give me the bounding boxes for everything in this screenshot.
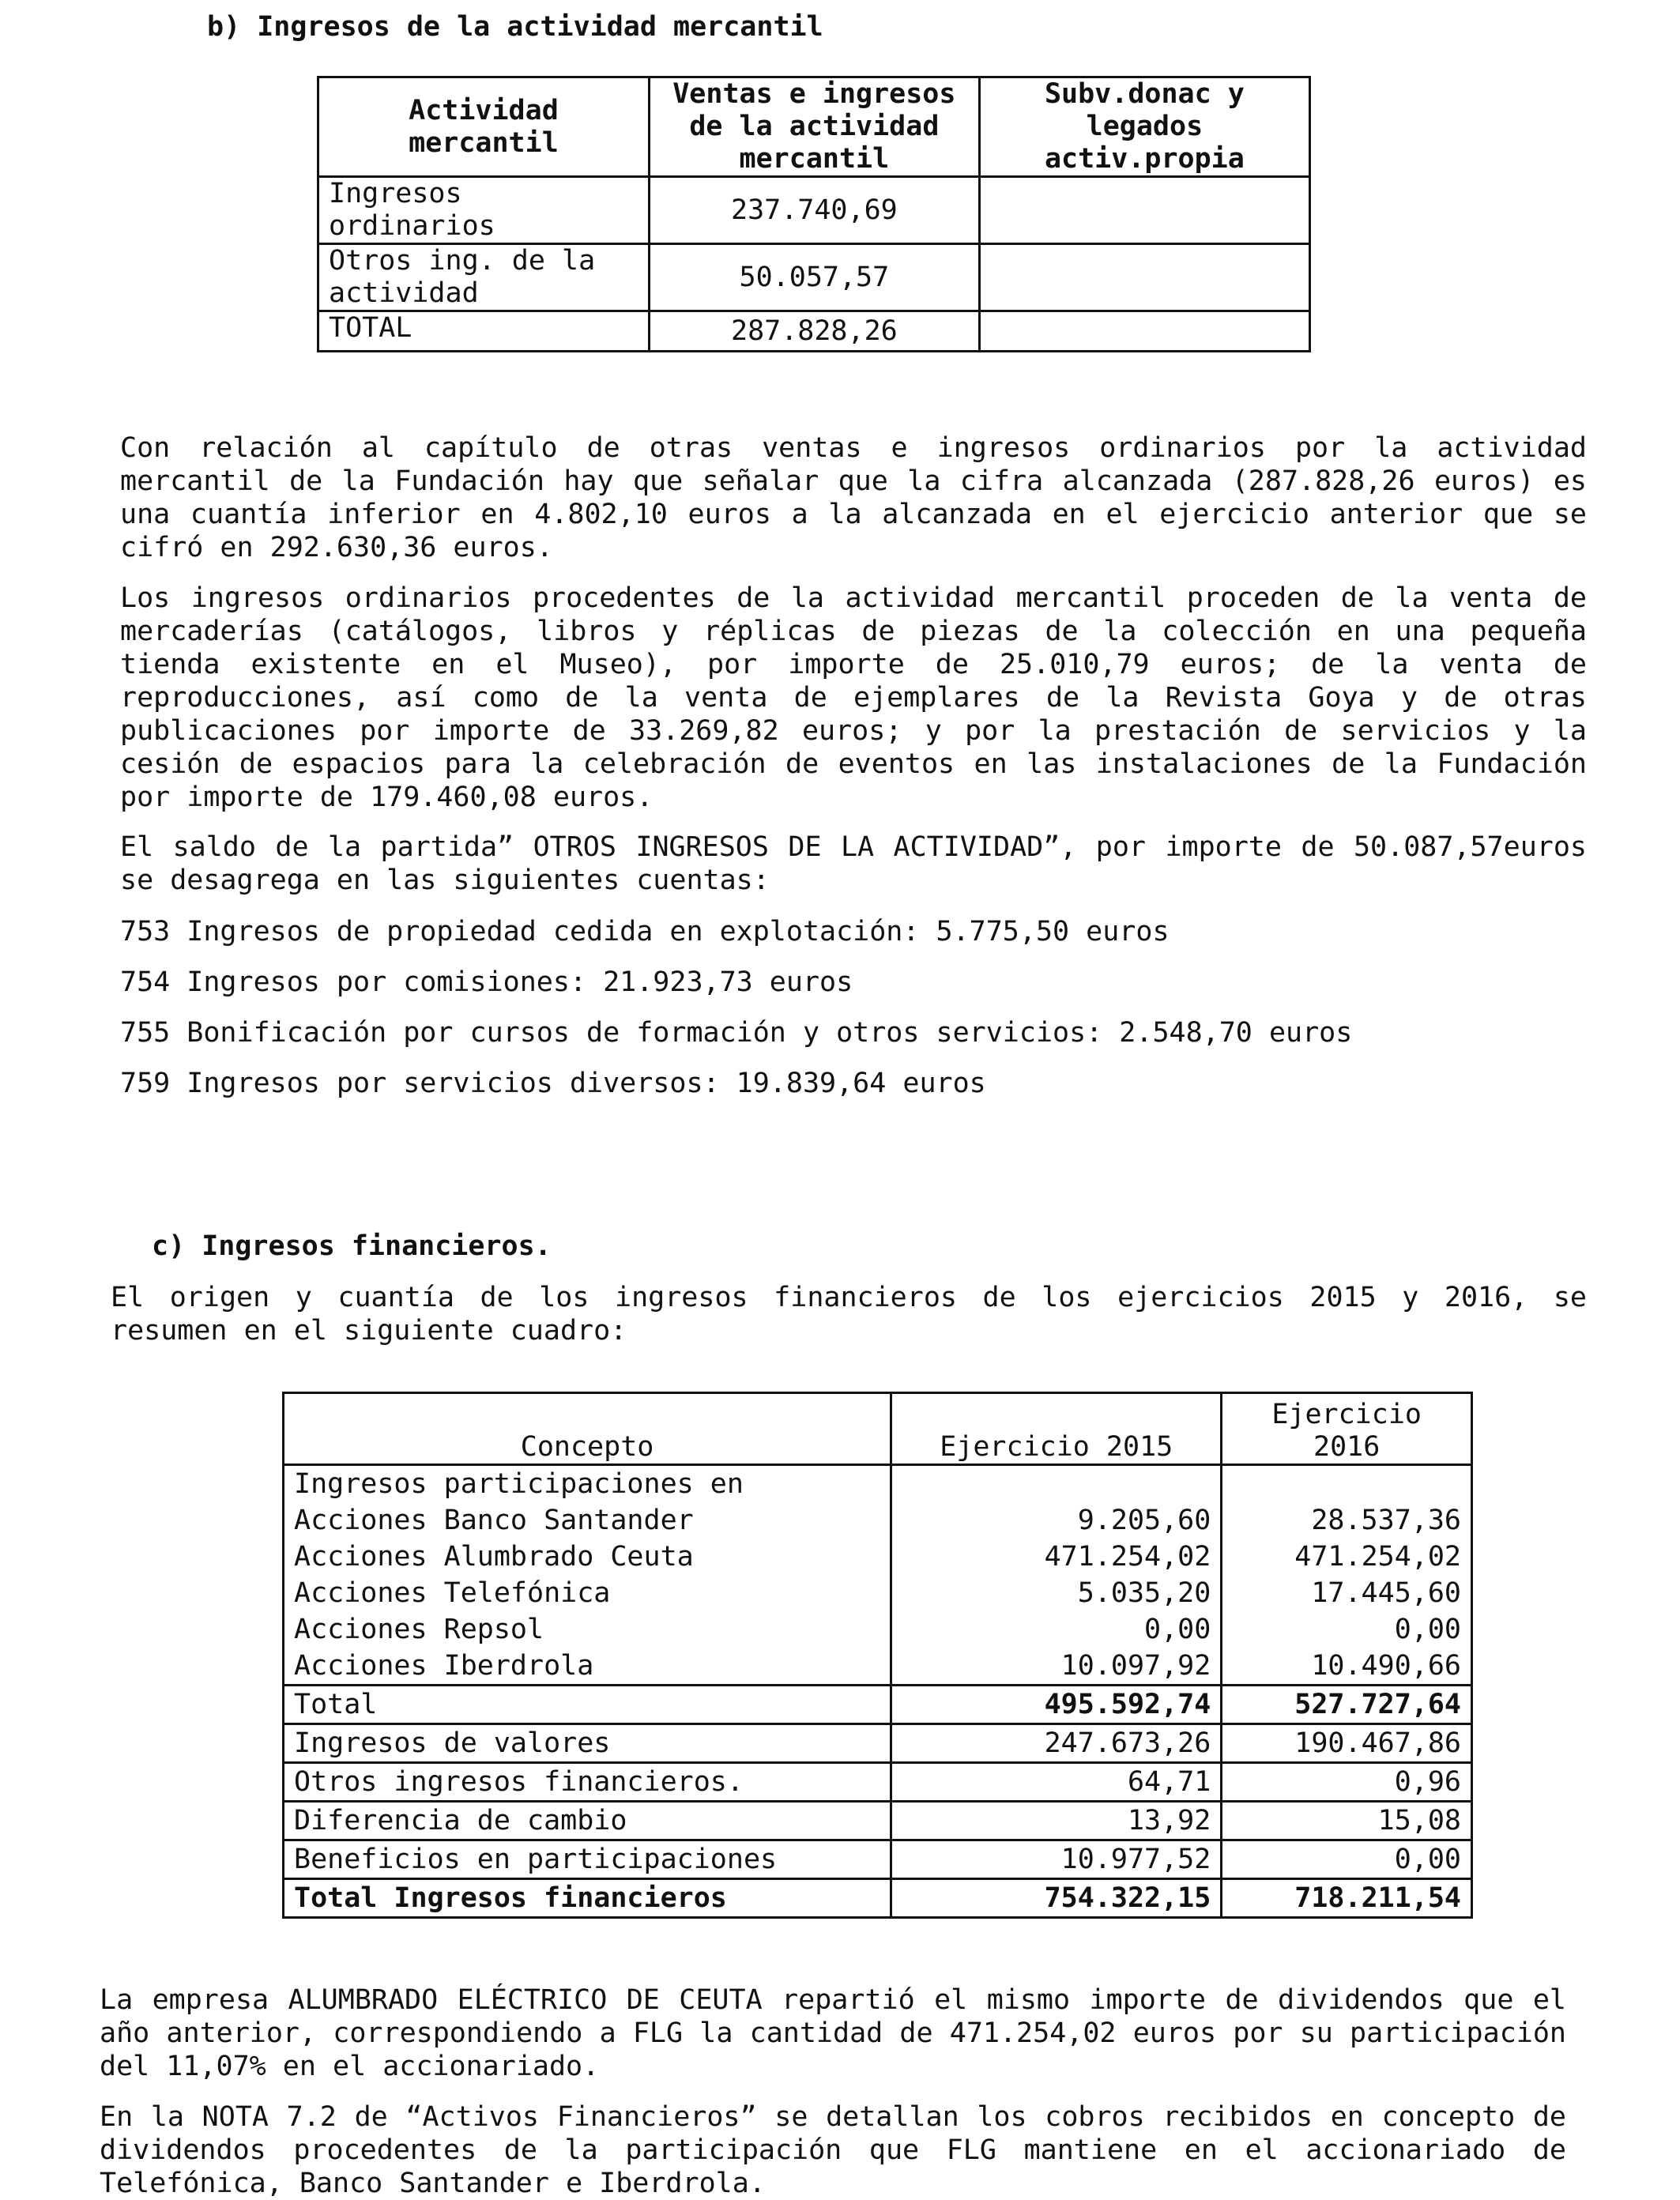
row-label: TOTAL bbox=[318, 311, 650, 352]
section-b-heading: b) Ingresos de la actividad mercantil bbox=[207, 11, 823, 43]
table-header-row bbox=[318, 77, 1310, 177]
column-header: Ejercicio 2016 bbox=[1222, 1393, 1472, 1465]
row-value bbox=[979, 244, 1309, 311]
commercial-activity-table bbox=[317, 76, 1311, 352]
financial-income-table bbox=[282, 1392, 1473, 1919]
table-row bbox=[318, 177, 1310, 244]
value-2016: 17.445,60 bbox=[1222, 1575, 1472, 1611]
row-value: 50.057,57 bbox=[649, 244, 979, 311]
table-row bbox=[284, 1724, 1472, 1763]
row-label: Acciones Repsol bbox=[284, 1611, 891, 1648]
value-2015: 9.205,60 bbox=[891, 1502, 1222, 1539]
paragraph: El saldo de la partida” OTROS INGRESOS DE LA ACTIVIDAD”, por importe de 50.087,57euros se desagrega en las siguientes cuentas: bbox=[120, 831, 1587, 896]
value-2016: 28.537,36 bbox=[1222, 1502, 1472, 1539]
row-label: Beneficios en participaciones bbox=[284, 1840, 891, 1879]
table-row bbox=[284, 1539, 1472, 1575]
column-header: Ventas e ingresos de la actividad mercantil bbox=[649, 77, 979, 177]
table-row bbox=[284, 1502, 1472, 1539]
value-2015: 64,71 bbox=[891, 1763, 1222, 1802]
table-row bbox=[318, 311, 1310, 352]
value-2016: 527.727,64 bbox=[1222, 1686, 1472, 1724]
grand-total-row bbox=[284, 1879, 1472, 1918]
row-value: 237.740,69 bbox=[649, 177, 979, 244]
row-label: Acciones Iberdrola bbox=[284, 1648, 891, 1686]
total-row bbox=[284, 1686, 1472, 1724]
paragraph: En la NOTA 7.2 de “Activos Financieros” se detallan los cobros recibidos en concepto de dividendos procedentes de la participación que FLG mantiene en el accionariado de Telefónica, Banco Santander e Iberdrola. bbox=[100, 2101, 1566, 2199]
row-label: Acciones Alumbrado Ceuta bbox=[284, 1539, 891, 1575]
table-row bbox=[284, 1840, 1472, 1879]
value-2016: 718.211,54 bbox=[1222, 1879, 1472, 1918]
account-line: 755 Bonificación por cursos de formación y otros servicios: 2.548,70 euros bbox=[120, 1017, 1353, 1049]
row-label: Ingresos de valores bbox=[284, 1724, 891, 1763]
group-label: Ingresos participaciones en bbox=[284, 1465, 891, 1503]
table-row bbox=[284, 1763, 1472, 1802]
row-value bbox=[979, 177, 1309, 244]
row-label: Otros ing. de la actividad bbox=[318, 244, 650, 311]
table-row bbox=[284, 1802, 1472, 1840]
value-2015: 0,00 bbox=[891, 1611, 1222, 1648]
paragraph: El origen y cuantía de los ingresos financieros de los ejercicios 2015 y 2016, se resumen en el siguiente cuadro: bbox=[111, 1282, 1587, 1347]
column-header: Concepto bbox=[284, 1393, 891, 1465]
paragraph: La empresa ALUMBRADO ELÉCTRICO DE CEUTA repartió el mismo importe de dividendos que el año anterior, correspondiendo a FLG la cantidad de 471.254,02 euros por su participación del 11,07% en el accionariado. bbox=[100, 1984, 1566, 2082]
row-label: Ingresos ordinarios bbox=[318, 177, 650, 244]
value-2015: 471.254,02 bbox=[891, 1539, 1222, 1575]
value-2015: 5.035,20 bbox=[891, 1575, 1222, 1611]
section-c-heading: c) Ingresos financieros. bbox=[152, 1230, 552, 1262]
value-2016: 15,08 bbox=[1222, 1802, 1472, 1840]
table-row bbox=[284, 1575, 1472, 1611]
account-line: 754 Ingresos por comisiones: 21.923,73 euros bbox=[120, 966, 853, 998]
value-2015: 247.673,26 bbox=[891, 1724, 1222, 1763]
paragraph: Con relación al capítulo de otras ventas e ingresos ordinarios por la actividad mercantil de la Fundación hay que señalar que la cifra alcanzada (287.828,26 euros) es una cuantía inferior en 4.802,10 euros a la alcanzada en el ejercicio anterior que se cifró en 292.630,36 euros. bbox=[120, 432, 1587, 563]
table-header-row bbox=[284, 1393, 1472, 1465]
value-2016: 471.254,02 bbox=[1222, 1539, 1472, 1575]
value-2016: 0,00 bbox=[1222, 1840, 1472, 1879]
row-value bbox=[979, 311, 1309, 352]
table-row bbox=[284, 1648, 1472, 1686]
account-line: 759 Ingresos por servicios diversos: 19.839,64 euros bbox=[120, 1068, 986, 1099]
paragraph: Los ingresos ordinarios procedentes de la actividad mercantil proceden de la venta de mercaderías (catálogos, libros y réplicas de piezas de la colección en una pequeña tienda existente en el Museo), por importe de 25.010,79 euros; de la venta de reproducciones, así como de la venta de ejemplares de la Revista Goya y de otras publicaciones por importe de 33.269,82 euros; y por la prestación de servicios y la cesión de espacios para la celebración de eventos en las instalaciones de la Fundación por importe de 179.460,08 euros. bbox=[120, 582, 1587, 813]
column-header: Ejercicio 2015 bbox=[891, 1393, 1222, 1465]
value-2015: 13,92 bbox=[891, 1802, 1222, 1840]
column-header: Subv.donac y legados activ.propia bbox=[979, 77, 1309, 177]
row-label: Total Ingresos financieros bbox=[284, 1879, 891, 1918]
account-line: 753 Ingresos de propiedad cedida en explotación: 5.775,50 euros bbox=[120, 916, 1170, 947]
value-2016: 10.490,66 bbox=[1222, 1648, 1472, 1686]
value-2015: 495.592,74 bbox=[891, 1686, 1222, 1724]
row-value: 287.828,26 bbox=[649, 311, 979, 352]
value-2016: 190.467,86 bbox=[1222, 1724, 1472, 1763]
table-row bbox=[318, 244, 1310, 311]
column-header: Actividad mercantil bbox=[318, 77, 650, 177]
row-label: Diferencia de cambio bbox=[284, 1802, 891, 1840]
row-label: Acciones Banco Santander bbox=[284, 1502, 891, 1539]
value-2015: 10.977,52 bbox=[891, 1840, 1222, 1879]
value-2015: 754.322,15 bbox=[891, 1879, 1222, 1918]
row-label: Otros ingresos financieros. bbox=[284, 1763, 891, 1802]
table-row bbox=[284, 1465, 1472, 1503]
value-2015: 10.097,92 bbox=[891, 1648, 1222, 1686]
value-2016: 0,96 bbox=[1222, 1763, 1472, 1802]
row-label: Acciones Telefónica bbox=[284, 1575, 891, 1611]
table-row bbox=[284, 1611, 1472, 1648]
value-2016: 0,00 bbox=[1222, 1611, 1472, 1648]
row-label: Total bbox=[284, 1686, 891, 1724]
